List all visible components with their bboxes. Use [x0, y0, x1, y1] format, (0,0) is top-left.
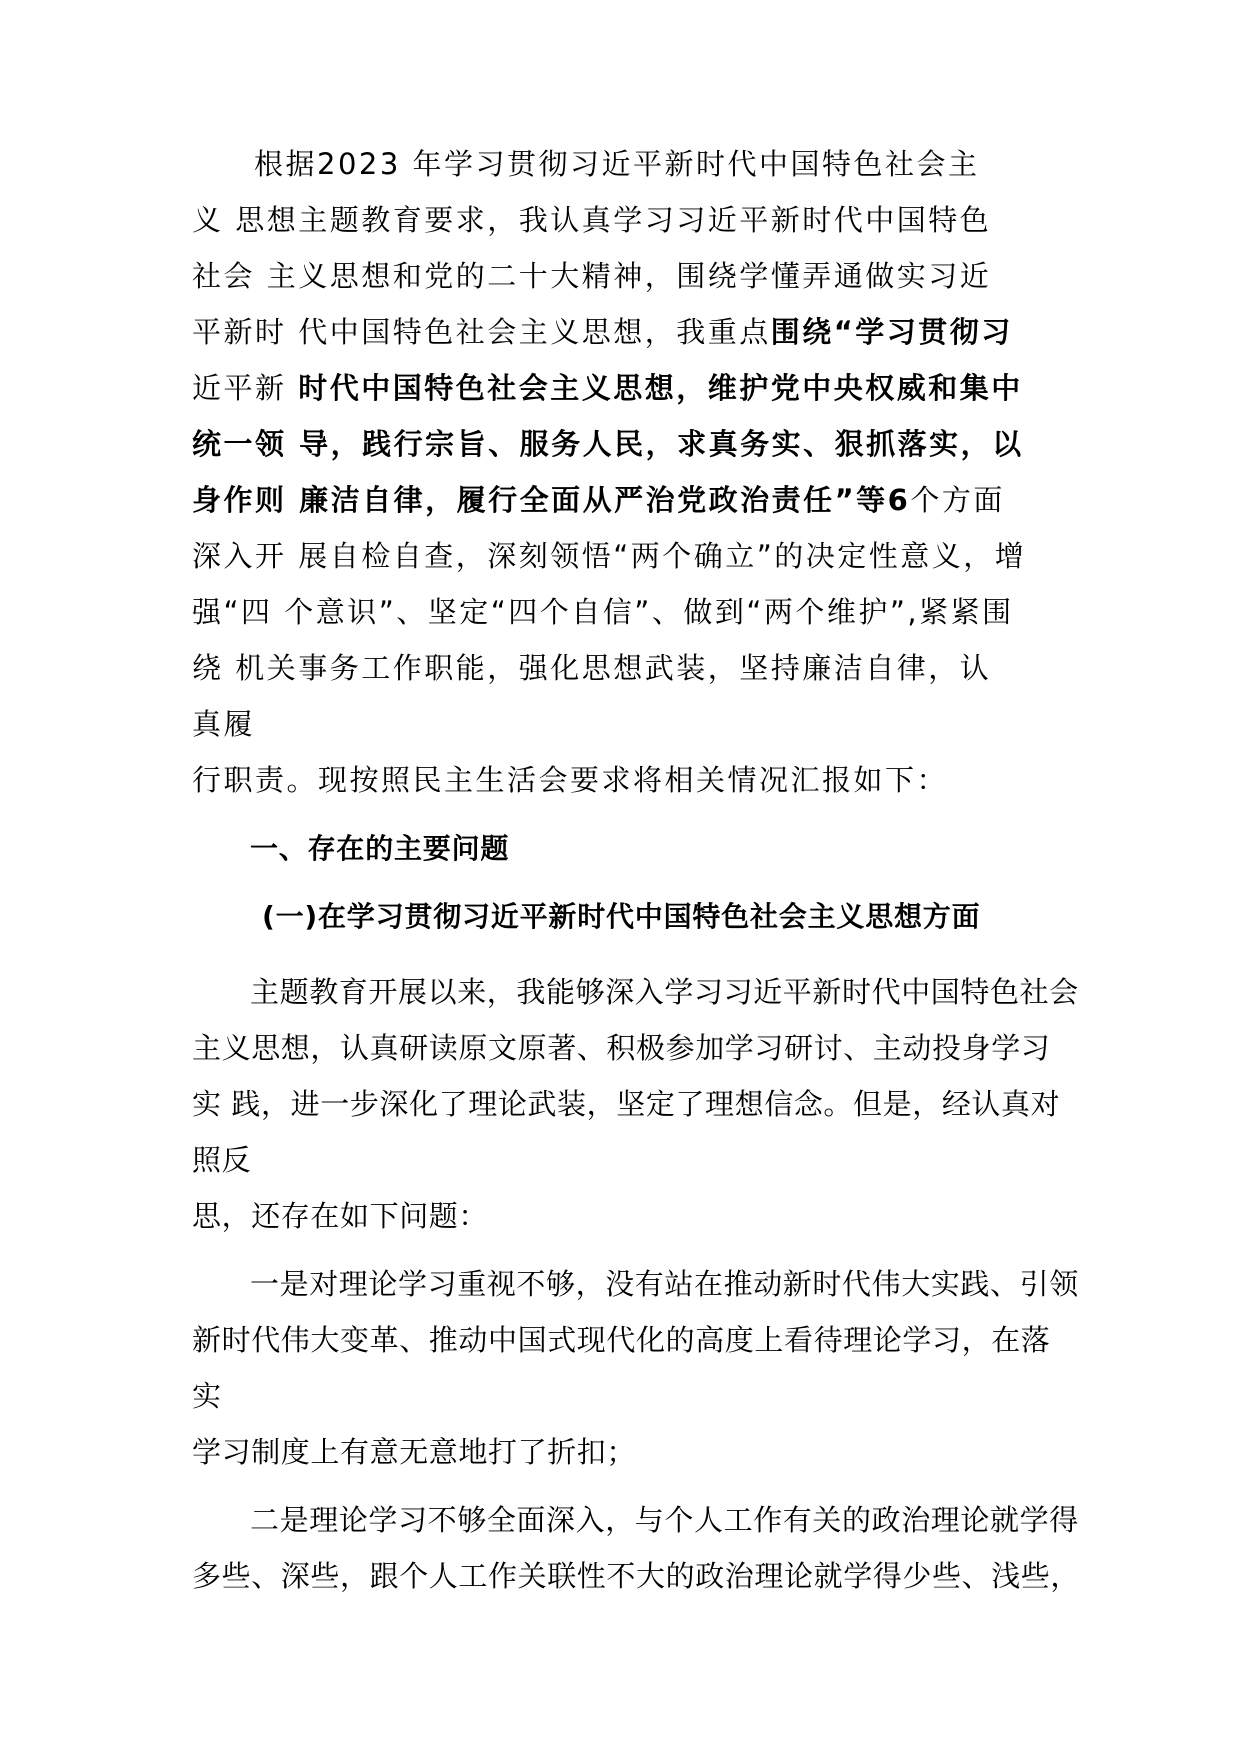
- para3-line-2: 新时代伟大变革、推动中国式现代化的高度上看待理论学习，在落: [192, 1323, 1051, 1357]
- intro-line-2: 义 思想主题教育要求，我认真学习习近平新时代中国特色: [192, 203, 992, 237]
- intro-line-7-regular: 个方面: [910, 483, 1005, 517]
- para3-line-3: 实: [192, 1379, 222, 1413]
- intro-line-11: 真履: [192, 707, 256, 741]
- intro-line-6: 统一领 导，践行宗旨、服务人民，求真务实、狠抓落实，以: [192, 427, 1024, 461]
- intro-line-5-bold: 时代中国特色社会主义思想，维护党中央权威和集中: [298, 371, 1023, 405]
- intro-line-7: [192, 483, 1005, 517]
- section-heading: 一、存在的主要问题: [250, 832, 510, 865]
- para2-line-3: 实 践，进一步深化了理论武装，坚定了理想信念。但是，经认真对: [192, 1087, 1061, 1121]
- intro-line-4: [192, 315, 1013, 349]
- intro-line-1: 根据2023 年学习贯彻习近平新时代中国特色社会主: [254, 147, 980, 181]
- para2-line-4: 照反: [192, 1143, 252, 1177]
- intro-line-8: 深入开 展自检自查，深刻领悟“两个确立”的决定性意义，增: [192, 539, 1027, 573]
- para2-line-1: 主题教育开展以来，我能够深入学习习近平新时代中国特色社会: [250, 975, 1079, 1009]
- para4-line-1: 二是理论学习不够全面深入，与个人工作有关的政治理论就学得: [250, 1503, 1079, 1537]
- intro-line-12: 行职责。现按照民主生活会要求将相关情况汇报如下：: [192, 763, 949, 797]
- intro-line-7-bold: 身作则 廉洁自律，履行全面从严治党政治责任”等6: [192, 483, 911, 517]
- intro-line-9: 强“四 个意识”、坚定“四个自信”、做到“两个维护”,紧紧围: [192, 595, 1014, 629]
- para3-line-1: 一是对理论学习重视不够，没有站在推动新时代伟大实践、引领: [250, 1267, 1079, 1301]
- para2-line-5: 思，还存在如下问题：: [192, 1199, 489, 1233]
- intro-line-3: 社会 主义思想和党的二十大精神，围绕学懂弄通做实习近: [192, 259, 992, 293]
- intro-line-10: 绕 机关事务工作职能，强化思想武装，坚持廉洁自律，认: [192, 651, 992, 685]
- intro-line-4-regular: 平新时 代中国特色社会主义思想，我重点: [192, 315, 771, 349]
- para4-line-2: 多些、深些，跟个人工作关联性不大的政治理论就学得少些、浅些，: [192, 1559, 1081, 1593]
- section-subheading: (一)在学习贯彻习近平新时代中国特色社会主义思想方面: [262, 900, 981, 933]
- para3-line-4: 学习制度上有意无意地打了折扣；: [192, 1435, 637, 1469]
- intro-line-5-regular: 近平新: [192, 371, 299, 405]
- intro-line-4-bold: 围绕“学习贯彻习: [770, 315, 1013, 349]
- intro-line-5: [192, 371, 1023, 405]
- para2-line-2: 主义思想，认真研读原文原著、积极参加学习研讨、主动投身学习: [192, 1031, 1051, 1065]
